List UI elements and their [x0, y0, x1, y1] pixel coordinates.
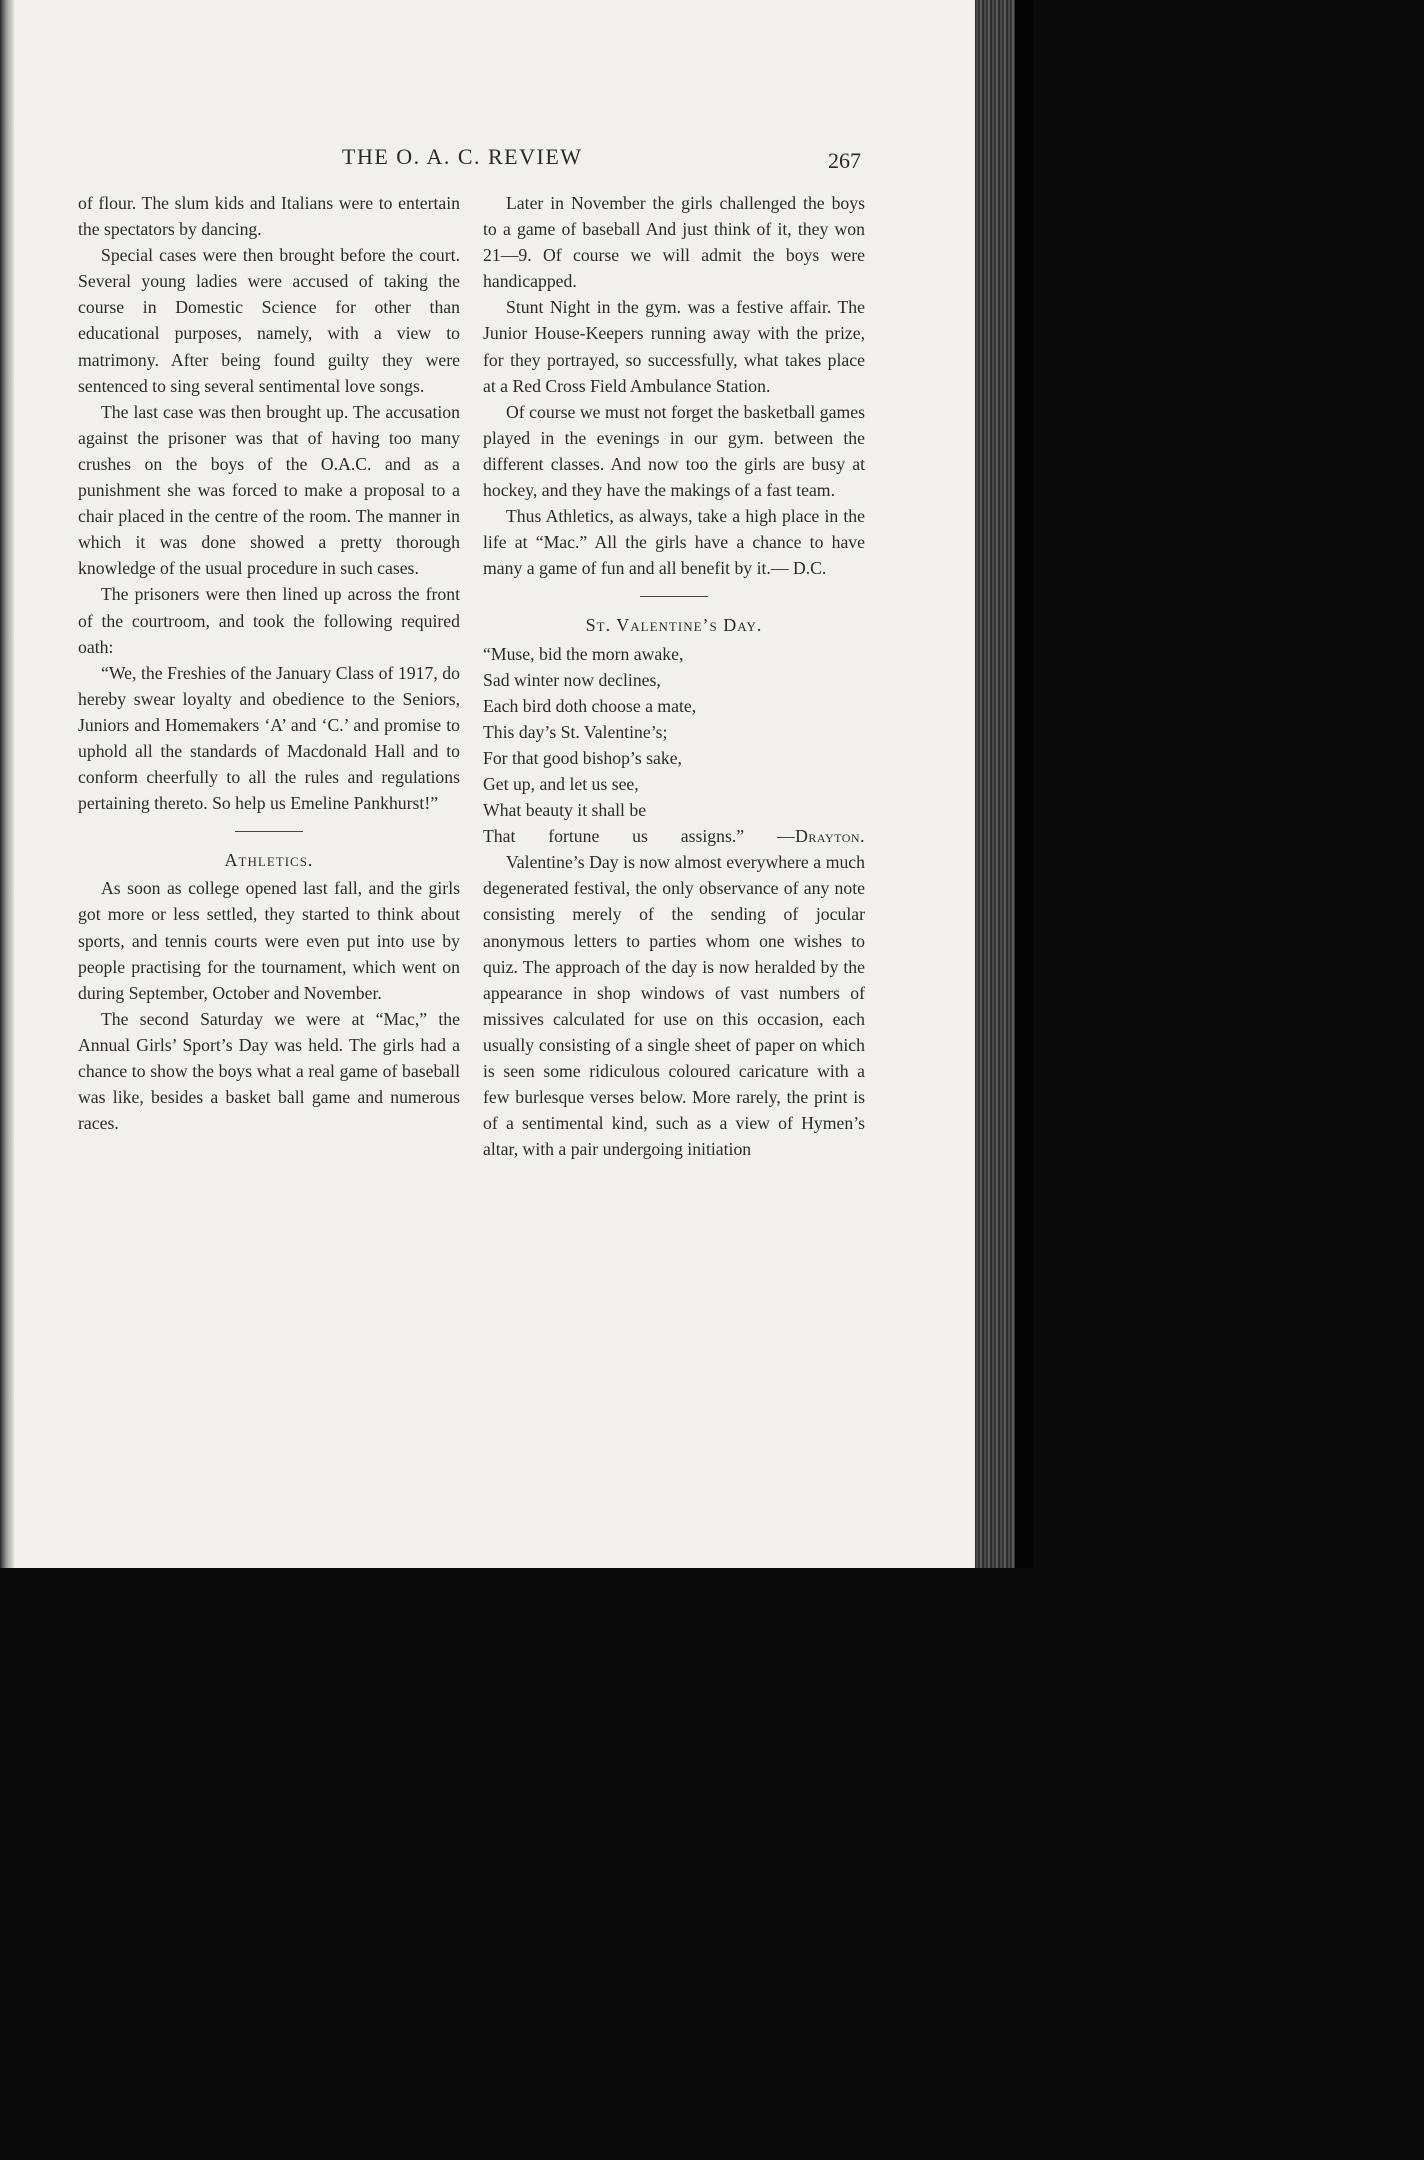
paragraph: The last case was then brought up. The accusation against the prisoner was that of having too many crushes on the boys of the O.A.C. and as a punishment she was forced to make a proposal to a chair placed in the centre of the room. The manner in which it was done showed a pretty thorough knowledge of the usual procedure in such cases.	[78, 401, 460, 579]
running-head: THE O. A. C. REVIEW	[342, 144, 583, 169]
paragraph: Valentine’s Day is now almost everywhere a much degenerated festival, the only observance of any note consisting merely of the sending of jocular anonymous letters to parties whom one wishes to quiz. The approach of the day is now heralded by the appearance in shop windows of vast numbers of missives calculated for use on this occasion, each usually consisting of a single sheet of paper on which is seen some ridiculous coloured caricature with a few burlesque verses below. More rarely, the print is of a sentimental kind, such as a view of Hymen’s altar, with a pair undergoing initiation	[483, 852, 865, 1160]
poem-last-line	[483, 823, 865, 849]
page-number: 267	[828, 148, 861, 173]
left-column	[78, 190, 460, 1136]
right-column	[483, 190, 865, 1162]
poem-line: That fortune us assigns.”	[483, 826, 745, 847]
paragraph: The second Saturday we were at “Mac,” the Annual Girls’ Sport’s Day was held. The girls had a chance to show the boys what a real game of baseball was like, besides a basket ball game and numerous races.	[78, 1008, 460, 1134]
valentine-heading: St. Valentine’s Day.	[585, 615, 763, 636]
poem-attribution: —Drayton.	[776, 826, 866, 847]
paragraph: Of course we must not forget the basketball games played in the evenings in our gym. between the different classes. And now too the girls are busy at hockey, and they have the makings of a fast team.	[483, 401, 865, 501]
paragraph: of flour. The slum kids and Italians were to entertain the spectators by dancing.	[78, 193, 460, 240]
paragraph	[483, 503, 865, 581]
paragraph-text: Thus Athletics, as always, take a high place in the life at “Mac.” All the girls have a chance to have many a game of fun and all benefit by it.—	[483, 506, 865, 579]
book-fore-edge	[975, 0, 1015, 1568]
paragraph: Special cases were then brought before the court. Several young ladies were accused of taking the course in Domestic Science for other than educational purposes, namely, with a view to matrimony. After being found guilty they were sentenced to sing several sentimental love songs.	[78, 245, 460, 396]
section-divider	[235, 831, 303, 832]
signature: D.C.	[792, 558, 827, 579]
athletics-heading: Athletics.	[224, 850, 314, 871]
page	[0, 0, 975, 1568]
paragraph: As soon as college opened last fall, and the girls got more or less settled, they started to think about sports, and tennis courts were even put into use by people practising for the tournament, which went on during September, October and November.	[78, 878, 460, 1003]
spine-shadow	[0, 0, 14, 1568]
poem	[483, 641, 865, 850]
scan-background	[1015, 0, 1034, 1568]
paragraph: Later in November the girls challenged the boys to a game of baseball And just think of it, they won 21—9. Of course we will admit the boys were handicapped.	[483, 193, 865, 292]
paragraph: Stunt Night in the gym. was a festive affair. The Junior House-Keepers running away with the prize, for they portrayed, so successfully, what takes place at a Red Cross Field Ambulance Station.	[483, 297, 865, 396]
poem-line: Sad winter now declines,	[483, 669, 661, 690]
oath-paragraph: “We, the Freshies of the January Class of 1917, do hereby swear loyalty and obedience to the Seniors, Juniors and Homemakers ‘A’ and ‘C.’ and promise to uphold all the standards of Macdonald Hall and to conform cheerfully to all the rules and regulations pertaining thereto. So help us Emeline Pankhurst!”	[78, 662, 460, 814]
paragraph: The prisoners were then lined up across the front of the courtroom, and took the following required oath:	[78, 584, 460, 657]
poem-line: “Muse, bid the morn awake,	[483, 643, 684, 664]
poem-line: This day’s St. Valentine’s;	[483, 721, 668, 742]
poem-line: Each bird doth choose a mate,	[483, 695, 697, 716]
poem-line: Get up, and let us see,	[483, 773, 639, 794]
poem-line: For that good bishop’s sake,	[483, 747, 682, 768]
poem-line: What beauty it shall be	[483, 800, 647, 821]
section-divider	[640, 596, 708, 597]
